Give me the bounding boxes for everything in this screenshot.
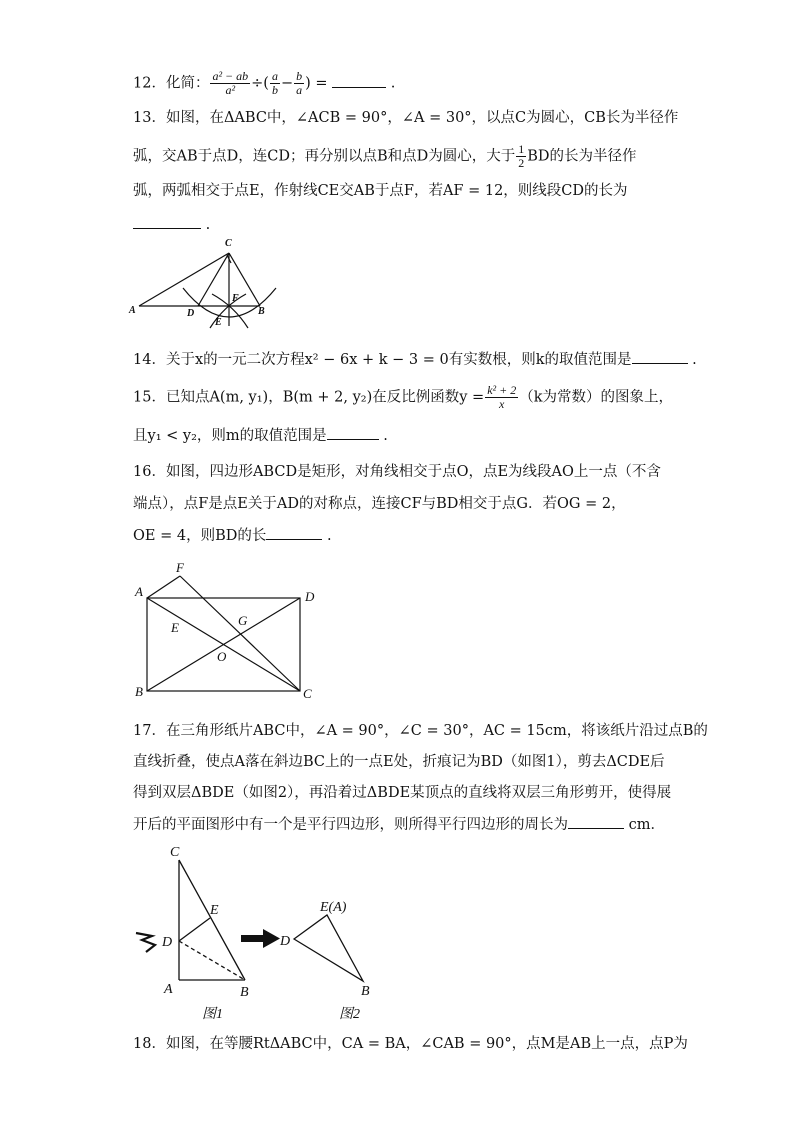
q16-segment-fc <box>180 576 300 691</box>
q16-label-c: C <box>303 686 312 701</box>
q12-end: . <box>390 75 396 92</box>
q12-minus: − <box>280 75 294 92</box>
q17-figure-1 <box>136 860 245 980</box>
q13-label-a: A <box>129 305 136 316</box>
q12-op: ÷( <box>251 75 269 92</box>
q12-line <box>133 70 395 97</box>
q14-line <box>133 349 697 370</box>
q16-figure <box>128 558 328 703</box>
q17-unit: cm． <box>628 817 665 833</box>
q13-figure <box>128 236 288 336</box>
q16-label-f: F <box>176 560 184 575</box>
q13-label-d: D <box>187 308 195 319</box>
q16-label-o: O <box>217 649 227 664</box>
q15-line-1b: （k为常数）的图象上， <box>519 389 674 406</box>
q14-answer-blank[interactable] <box>632 349 688 364</box>
q13-half-fraction: $\frac{1}{2}$ <box>518 142 525 170</box>
q16-line-3 <box>133 525 332 546</box>
q16-segment-af <box>147 576 180 598</box>
q17-fig1-side-cb <box>179 860 245 980</box>
q13-line-2a: 弧，交AB于点D，连CD；再分别以点B和点D为圆心，大于 <box>133 148 516 165</box>
q18-line-1: 18．如图，在等腰RtΔABC中，CA = BA，∠CAB = 90°，点M是AB上一点，点P为 <box>133 1036 688 1052</box>
q15-line-1 <box>133 384 673 411</box>
q16-label-g: G <box>238 613 248 628</box>
q13-line-2 <box>133 143 637 170</box>
q15-answer-blank[interactable] <box>327 425 379 440</box>
q12-fraction-1: $\frac{\text{a² − ab}}{\text{a²}}$ <box>212 69 249 97</box>
q17-caption-1: 图1 <box>202 1007 223 1022</box>
q16-line-2: 端点），点F是点E关于AD的对称点，连接CF与BD相交于点G．若OG = 2， <box>133 496 626 512</box>
q17-figure <box>128 840 388 1030</box>
q16-label-a: A <box>135 584 143 599</box>
q17-fig1-fold-bd <box>179 941 245 980</box>
q13-line-3: 弧，两弧相交于点E，作射线CE交AB于点F，若AF = 12，则线段CD的长为 <box>133 183 628 199</box>
q17-line-4-text: 开后的平面图形中有一个是平行四边形，则所得平行四边形的周长为 <box>133 817 568 833</box>
q15-fraction: $\frac{\text{k² + 2}}{x}$ <box>487 383 517 411</box>
q14-text: 14．关于x的一元二次方程x² − 6x + k − 3 = 0有实数根，则k的取值范围是 <box>133 352 632 368</box>
q17-figure-2 <box>294 915 363 981</box>
q13-line-1: 13．如图，在ΔABC中，∠ACB = 90°，∠A = 30°，以点C为圆心，CB长为半径作 <box>133 110 679 126</box>
q13-segment-ac <box>139 253 229 306</box>
q17-fig2-label-b: B <box>361 984 370 999</box>
q17-fig2-label-d: D <box>280 934 291 949</box>
q17-fig1-label-e: E <box>210 903 219 918</box>
q13-answer-line <box>133 214 210 235</box>
q15-line-1a: 15．已知点A(m, y₁)，B(m + 2, y₂)在反比例函数y = <box>133 389 485 406</box>
q13-label-c: C <box>225 238 232 249</box>
q13-line-2b: BD的长为半径作 <box>527 148 637 165</box>
q17-fig1-segment-de <box>179 918 210 941</box>
q12-answer-blank[interactable] <box>332 73 386 88</box>
q14-end: . <box>692 352 697 368</box>
q17-line-1: 17．在三角形纸片ABC中，∠A = 90°，∠C = 30°，AC = 15cm，将该纸片沿过点B的 <box>133 723 708 739</box>
q17-arrow-icon <box>241 929 280 948</box>
q16-label-b: B <box>135 684 143 699</box>
q17-fig1-label-d: D <box>162 935 173 950</box>
q17-caption-2: 图2 <box>339 1007 360 1022</box>
q12-number: 12．化简： <box>133 75 210 92</box>
q17-fig1-label-a: A <box>164 982 173 997</box>
q16-label-d: D <box>305 589 315 604</box>
q13-label-e: E <box>215 317 222 328</box>
q12-fraction-3: $\frac{b}{a}$ <box>296 69 303 97</box>
q12-tail: ) = <box>305 75 328 92</box>
q17-scissors-icon <box>136 933 155 952</box>
q15-line-2-text: 且y₁ < y₂，则m的取值范围是 <box>133 428 327 444</box>
q13-answer-blank[interactable] <box>133 214 201 229</box>
q17-fig1-label-c: C <box>170 845 180 860</box>
q17-line-3: 得到双层ΔBDE（如图2），再沿着过ΔBDE某顶点的直线将双层三角形剪开，使得展 <box>133 785 672 801</box>
q12-fraction-2: $\frac{a}{b}$ <box>271 69 278 97</box>
q13-label-f: F <box>232 293 239 304</box>
q13-segment-cd <box>198 253 229 306</box>
q17-fig2-triangle-bde <box>294 915 363 981</box>
q17-fig2-label-ea: E(A) <box>320 900 347 915</box>
q13-label-b: B <box>258 306 265 317</box>
q15-line-2 <box>133 425 388 446</box>
q16-line-1: 16．如图，四边形ABCD是矩形，对角线相交于点O，点E为线段AO上一点（不含 <box>133 464 661 480</box>
q17-fig1-label-b: B <box>240 985 249 1000</box>
q16-answer-blank[interactable] <box>266 525 322 540</box>
q17-answer-blank[interactable] <box>568 814 624 829</box>
q17-line-4 <box>133 814 665 835</box>
q16-end: . <box>326 528 332 544</box>
q16-label-e: E <box>171 620 179 635</box>
q13-end: . <box>205 217 211 233</box>
q15-end: . <box>383 428 388 444</box>
q16-line-3-text: OE = 4，则BD的长 <box>133 528 267 544</box>
q17-line-2: 直线折叠，使点A落在斜边BC上的一点E处，折痕记为BD（如图1），剪去ΔCDE后 <box>133 754 665 770</box>
